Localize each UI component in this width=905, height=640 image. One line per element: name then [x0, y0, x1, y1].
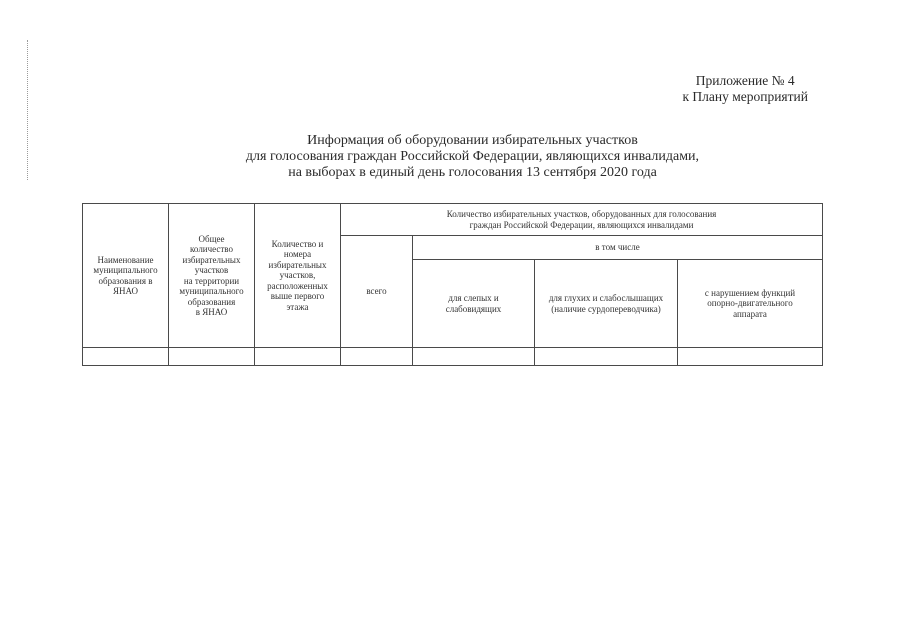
header-blind: для слепых и слабовидящих: [413, 260, 535, 348]
title-line-3: на выборах в единый день голосования 13 сентября 2020 года: [288, 165, 657, 180]
empty-cell: [413, 348, 535, 366]
empty-cell: [341, 348, 413, 366]
header-above-first-floor: Количество и номера избирательных участков, расположенных выше первого этажа: [255, 204, 341, 348]
document-title: [0, 133, 905, 181]
empty-cell: [83, 348, 169, 366]
header-row-1: [83, 204, 823, 236]
empty-cell: [678, 348, 823, 366]
header-deaf: для глухих и слабослышащих (наличие сурдопереводчика): [535, 260, 678, 348]
header-including: в том числе: [413, 236, 823, 260]
empty-cell: [169, 348, 255, 366]
header-total-stations: Общее количество избирательных участков на территории муниципального образования в ЯНАО: [169, 204, 255, 348]
header-equipped-group: Количество избирательных участков, оборудованных для голосования граждан Российской Федерации, являющихся инвалидами: [341, 204, 823, 236]
appendix-plan-reference: к Плану мероприятий: [682, 89, 808, 104]
polling-stations-table: [82, 203, 823, 366]
empty-cell: [255, 348, 341, 366]
header-motor: с нарушением функций опорно-двигательного аппарата: [678, 260, 823, 348]
header-municipality: Наименование муниципального образования в ЯНАО: [83, 204, 169, 348]
title-line-1: Информация об оборудовании избирательных участков: [307, 133, 638, 148]
header-total: всего: [341, 236, 413, 348]
appendix-header: [682, 73, 808, 105]
appendix-number: Приложение № 4: [695, 73, 795, 88]
title-line-2: для голосования граждан Российской Федерации, являющихся инвалидами,: [245, 149, 700, 164]
table-row: [83, 348, 823, 366]
empty-cell: [535, 348, 678, 366]
